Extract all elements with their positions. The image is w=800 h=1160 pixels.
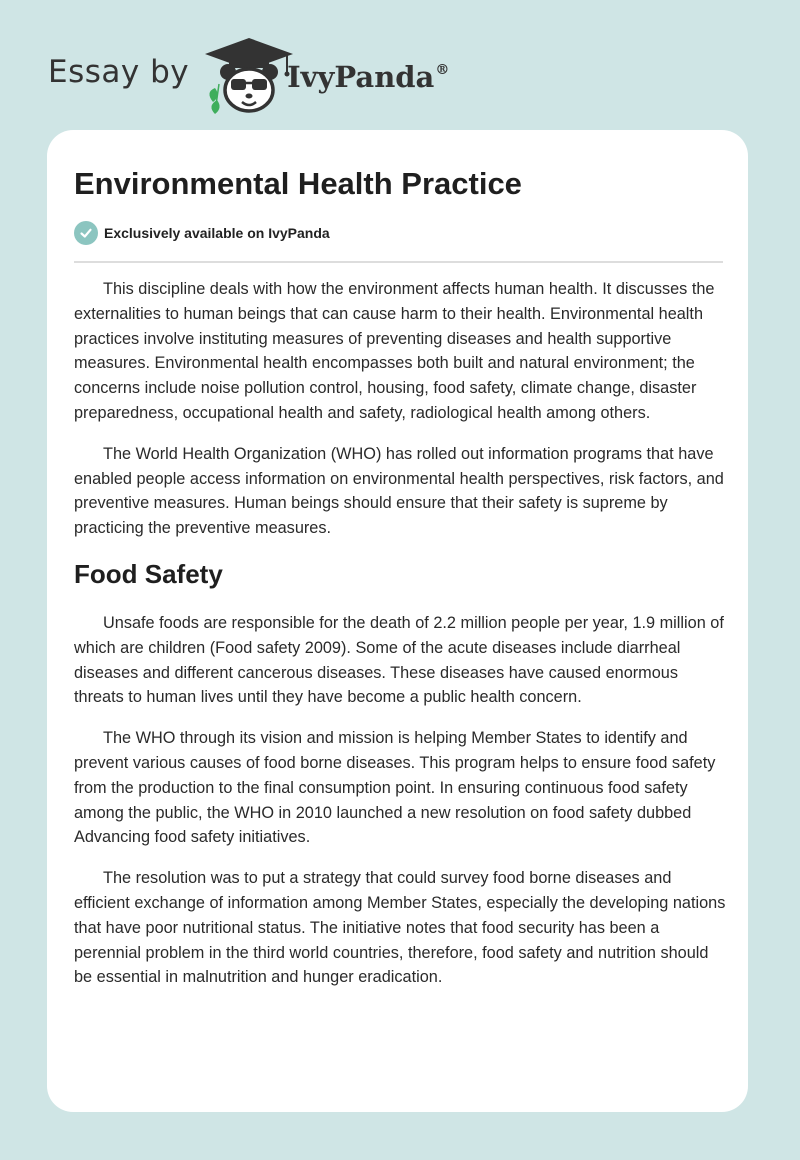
section-paragraph-1: Unsafe foods are responsible for the death of 2.2 million people per year, 1.9 million of which are children (Food safety 2009). Some of the acute diseases include diarrheal diseases and different cancerous diseases. These diseases have caused enormous threats to human lives until they have become a public health concern. [74, 613, 724, 707]
brand-text: IvyPanda [287, 60, 435, 94]
panda-graduate-icon [203, 36, 295, 114]
page-title: Environmental Health Practice [74, 166, 522, 201]
intro-paragraph-1: This discipline deals with how the environment affects human health. It discusses the externalities to human beings that can cause harm to their health. Environmental health practices involve instituting measures of preventing diseases and health supportive measures. Environmental health encompasses both built and natural environment; the concerns include noise pollution control, housing, food safety, climate change, disaster preparedness, occupational health and safety, radiological health among others. [74, 280, 715, 422]
checkmark-icon [74, 221, 98, 245]
site-header [48, 36, 449, 116]
divider [74, 261, 723, 263]
exclusive-badge-label: Exclusively available on IvyPanda [104, 225, 330, 241]
essay-card [47, 130, 748, 1112]
section-paragraph-2: The WHO through its vision and mission is helping Member States to identify and prevent various causes of food borne diseases. This program helps to ensure food safety from the production to the final consumption point. In ensuring continuous food safety among the public, the WHO in 2010 launched a new resolution on food safety dubbed Advancing food safety initiatives. [74, 729, 716, 847]
essay-by-label: Essay by [48, 54, 190, 90]
section-heading-food-safety: Food Safety [74, 558, 223, 589]
registered-mark: ® [435, 62, 450, 78]
section-paragraph-3: The resolution was to put a strategy that could survey food borne diseases and efficient exchange of information among Member States, especially the developing nations that have poor nutritional status. The initiative notes that food security has been a perennial problem in the third world countries, therefore, food safety and nutrition should be essential in malnutrition and hunger eradication. [74, 869, 726, 987]
brand-name [287, 60, 449, 94]
essay-body [74, 277, 728, 1006]
exclusive-badge [74, 221, 330, 245]
intro-paragraph-2: The World Health Organization (WHO) has rolled out information programs that have enabled people access information on environmental health perspectives, risk factors, and preventive measures. Human beings should ensure that their safety is supreme by practicing the preventive measures. [74, 444, 724, 538]
